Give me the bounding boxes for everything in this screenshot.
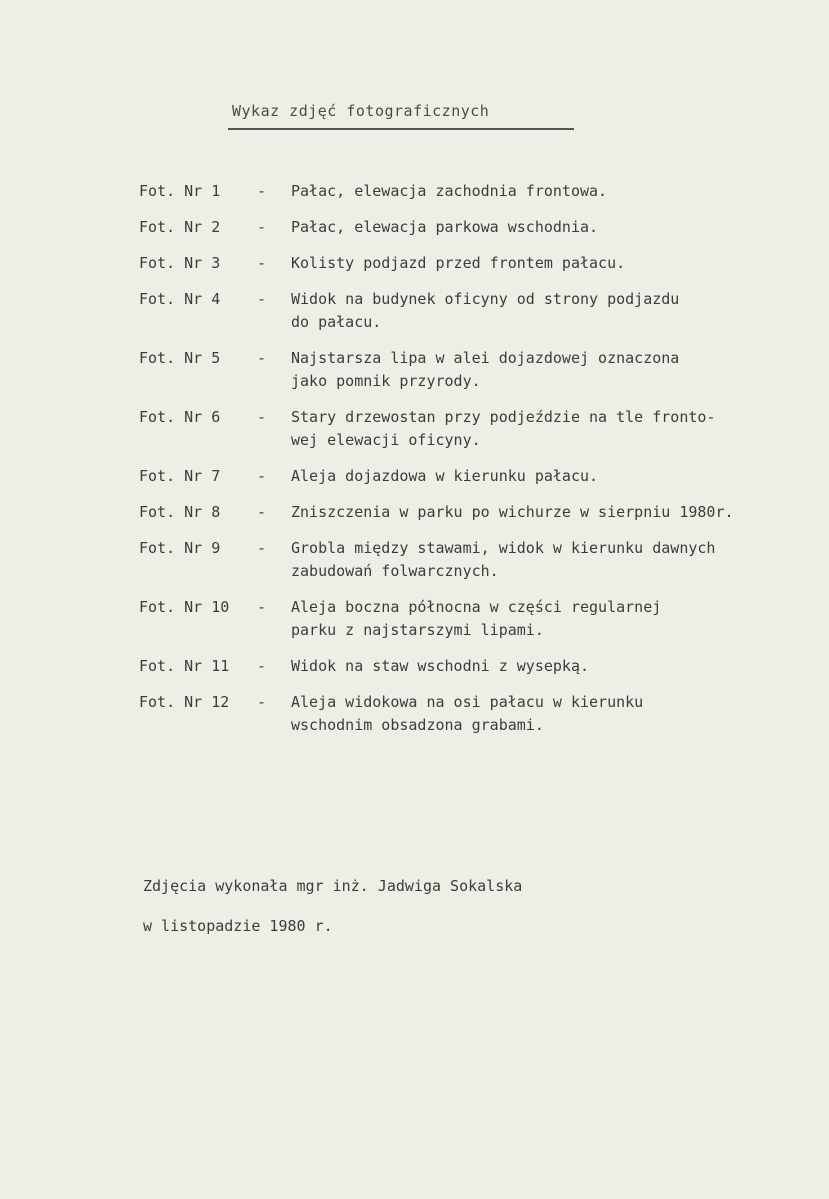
entry-number: Fot. Nr 11 (139, 657, 230, 675)
photo-list (139, 180, 829, 750)
entry-dash: - (257, 182, 267, 200)
author-note (143, 866, 522, 946)
entry-number: Fot. Nr 2 (139, 218, 221, 236)
entry-dash: - (257, 657, 267, 675)
entry-number: Fot. Nr 6 (139, 408, 221, 426)
list-item (139, 252, 829, 275)
entry-description: Widok na staw wschodni z wysepką. (291, 657, 590, 675)
entry-description: Pałac, elewacja zachodnia frontowa. (291, 182, 608, 200)
entry-number: Fot. Nr 4 (139, 290, 221, 308)
list-item (139, 180, 829, 203)
entry-dash: - (257, 290, 267, 308)
entry-dash: - (257, 467, 267, 485)
date-line: w listopadzie 1980 r. (143, 917, 333, 935)
entry-number: Fot. Nr 3 (139, 254, 221, 272)
list-item (139, 216, 829, 239)
entry-number: Fot. Nr 7 (139, 467, 221, 485)
entry-description: Aleja widokowa na osi pałacu w kierunku wschodnim obsadzona grabami. (291, 693, 644, 734)
entry-description: Aleja dojazdowa w kierunku pałacu. (291, 467, 599, 485)
entry-description: Widok na budynek oficyny od strony podjazdu do pałacu. (291, 290, 680, 331)
entry-dash: - (257, 539, 267, 557)
entry-dash: - (257, 693, 267, 711)
entry-dash: - (257, 218, 267, 236)
entry-number: Fot. Nr 10 (139, 598, 230, 616)
list-item (139, 655, 829, 678)
entry-dash: - (257, 254, 267, 272)
entry-number: Fot. Nr 9 (139, 539, 221, 557)
entry-number: Fot. Nr 8 (139, 503, 221, 521)
list-item (139, 347, 829, 393)
entry-dash: - (257, 408, 267, 426)
entry-description: Grobla między stawami, widok w kierunku dawnych zabudowań folwarcznych. (291, 539, 716, 580)
entry-description: Aleja boczna północna w części regularnej parku z najstarszymi lipami. (291, 598, 662, 639)
entry-dash: - (257, 349, 267, 367)
entry-description: Zniszczenia w parku po wichurze w sierpniu 1980r. (291, 503, 734, 521)
document-title: Wykaz zdjęć fotograficznych (232, 102, 490, 120)
entry-description: Stary drzewostan przy podjeździe na tle fronto- wej elewacji oficyny. (291, 408, 716, 449)
list-item (139, 406, 829, 452)
list-item (139, 596, 829, 642)
list-item (139, 288, 829, 334)
title-underline (228, 128, 574, 130)
entry-number: Fot. Nr 5 (139, 349, 221, 367)
entry-number: Fot. Nr 1 (139, 182, 221, 200)
entry-number: Fot. Nr 12 (139, 693, 230, 711)
list-item (139, 501, 829, 524)
entry-description: Kolisty podjazd przed frontem pałacu. (291, 254, 626, 272)
list-item (139, 537, 829, 583)
list-item (139, 465, 829, 488)
list-item (139, 691, 829, 737)
author-line: Zdjęcia wykonała mgr inż. Jadwiga Sokalska (143, 877, 523, 895)
entry-description: Najstarsza lipa w alei dojazdowej oznaczona jako pomnik przyrody. (291, 349, 680, 390)
entry-description: Pałac, elewacja parkowa wschodnia. (291, 218, 599, 236)
entry-dash: - (257, 598, 267, 616)
entry-dash: - (257, 503, 267, 521)
